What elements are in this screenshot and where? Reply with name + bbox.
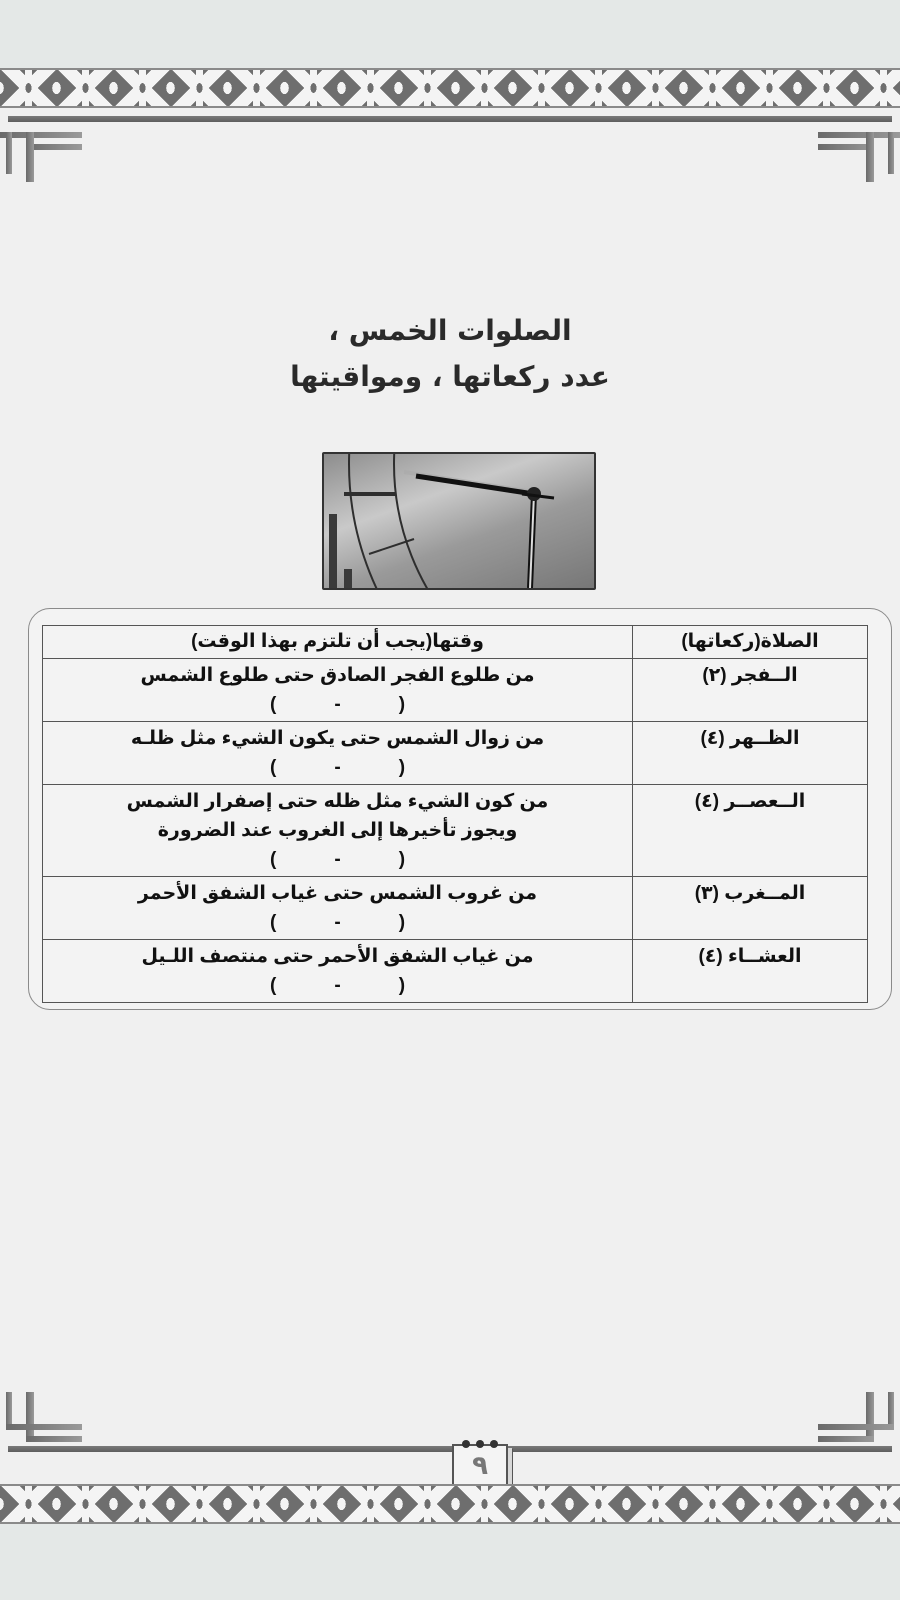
title-line-2: عدد ركعاتها ، ومواقيتها (290, 360, 610, 393)
time-cell (43, 877, 633, 940)
corner-ornament-bottom-right (820, 1390, 900, 1450)
notepad-ring-icon (490, 1440, 498, 1448)
header-time: وقتها(يجب أن تلتزم بهذا الوقت) (43, 626, 633, 659)
time-blank-field[interactable]: ( - ) (269, 975, 406, 996)
prayer-cell: الــعصــر (٤) (633, 785, 868, 877)
time-line: من غياب الشفق الأحمر حتى منتصف اللـيل (141, 946, 534, 967)
corner-ornament-top-right (820, 122, 900, 182)
table-row (43, 659, 868, 722)
corner-ornament-bottom-left (0, 1390, 80, 1450)
document-page (0, 68, 900, 1520)
top-ornamental-border (0, 68, 900, 108)
prayer-times-table (42, 625, 868, 1003)
prayer-cell: المــغرب (٣) (633, 877, 868, 940)
time-cell (43, 785, 633, 877)
prayer-cell: الــفجر (٢) (633, 659, 868, 722)
top-rule-line (8, 116, 892, 122)
bottom-rule-line (8, 1446, 892, 1452)
clock-image (322, 452, 596, 590)
table-row (43, 722, 868, 785)
page-number-badge (452, 1444, 508, 1488)
prayer-cell: العشــاء (٤) (633, 940, 868, 1003)
notepad-ring-icon (476, 1440, 484, 1448)
time-blank-field[interactable]: ( - ) (269, 849, 406, 870)
clock-hands-icon (324, 454, 594, 588)
title-line-1: الصلوات الخمس ، (328, 314, 572, 347)
table-row (43, 877, 868, 940)
table-row (43, 940, 868, 1003)
prayer-times-table-frame (28, 608, 892, 1010)
time-line: من زوال الشمس حتى يكون الشيء مثل ظلـه (130, 728, 545, 749)
page-title (0, 308, 900, 400)
time-cell (43, 659, 633, 722)
corner-ornament-top-left (0, 122, 80, 182)
header-prayer: الصلاة(ركعاتها) (633, 626, 868, 659)
page-number: ٩ (472, 1451, 488, 1481)
time-cell (43, 722, 633, 785)
table-row (43, 785, 868, 877)
notepad-ring-icon (462, 1440, 470, 1448)
time-line: ويجوز تأخيرها إلى الغروب عند الضرورة (157, 820, 518, 841)
time-blank-field[interactable]: ( - ) (269, 694, 406, 715)
time-blank-field[interactable]: ( - ) (269, 757, 406, 778)
table-header-row (43, 626, 868, 659)
time-blank-field[interactable]: ( - ) (269, 912, 406, 933)
prayer-cell: الظــهر (٤) (633, 722, 868, 785)
bottom-ornamental-border (0, 1484, 900, 1524)
time-line: من كون الشيء مثل ظله حتى إصفرار الشمس (126, 791, 549, 812)
time-cell (43, 940, 633, 1003)
time-line: من طلوع الفجر الصادق حتى طلوع الشمس (140, 665, 535, 686)
time-line: من غروب الشمس حتى غياب الشفق الأحمر (137, 883, 538, 904)
